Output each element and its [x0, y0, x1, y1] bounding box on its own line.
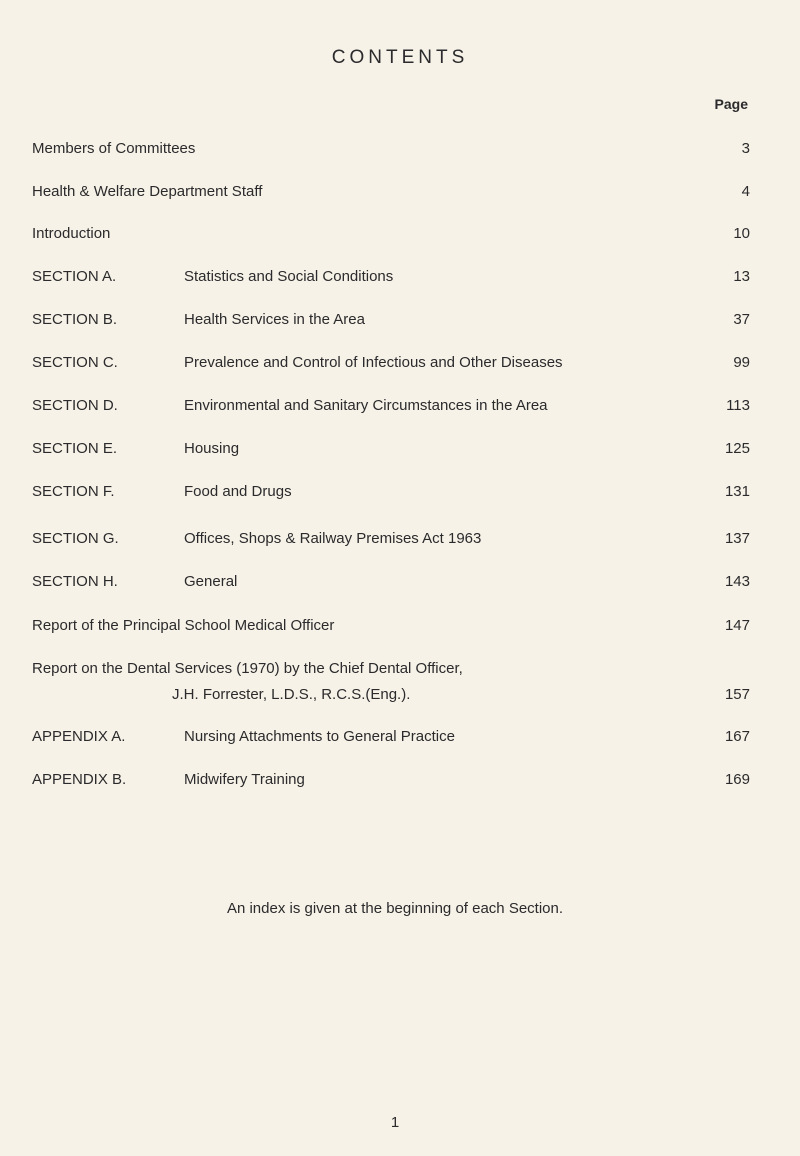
toc-entry-section-g	[32, 530, 750, 552]
toc-entry-label: SECTION G.	[32, 530, 119, 547]
toc-entry-description: Offices, Shops & Railway Premises Act 1963	[184, 530, 482, 547]
toc-entry-description: Statistics and Social Conditions	[184, 268, 394, 285]
toc-entry-label: APPENDIX A.	[32, 728, 126, 745]
toc-entry-page: 143	[724, 573, 750, 590]
toc-entry-label: Members of Committees	[32, 140, 196, 157]
toc-entry-label: SECTION F.	[32, 483, 115, 500]
toc-entry-description: Environmental and Sanitary Circumstances in the Area	[184, 397, 548, 414]
index-note: An index is given at the beginning of each Section.	[226, 900, 564, 917]
toc-entry-section-b	[32, 311, 750, 333]
toc-entry-label: SECTION B.	[32, 311, 118, 328]
toc-entry-section-f	[32, 483, 750, 505]
toc-entry-page: 113	[726, 397, 750, 414]
toc-entry-label: Introduction	[32, 225, 111, 242]
toc-entry-appendix-b	[32, 771, 750, 793]
toc-entry-description: Nursing Attachments to General Practice	[184, 728, 455, 745]
toc-entry-description: Midwifery Training	[184, 771, 305, 788]
toc-entry-description: Housing	[184, 440, 240, 457]
toc-entry-page: 37	[733, 311, 750, 328]
toc-entry-page: 169	[724, 771, 750, 788]
page-title: CONTENTS	[331, 47, 469, 68]
toc-entry-dental-report	[32, 660, 750, 708]
toc-entry-section-h	[32, 573, 750, 595]
toc-entry-description: Food and Drugs	[184, 483, 292, 500]
toc-entry-section-a	[32, 268, 750, 290]
toc-entry-description: Prevalence and Control of Infectious and Other Diseases	[184, 354, 563, 371]
toc-entry-staff	[32, 183, 750, 205]
toc-entry-label: Report on the Dental Services (1970) by the Chief Dental Officer,	[32, 660, 463, 677]
toc-entry-section-d	[32, 397, 750, 419]
toc-entry-appendix-a	[32, 728, 750, 750]
toc-entry-page: 147	[724, 617, 750, 634]
toc-entry-page: 131	[724, 483, 750, 500]
page-number: 1	[390, 1114, 400, 1131]
toc-entry-introduction	[32, 225, 750, 247]
toc-entry-page: 99	[733, 354, 750, 371]
toc-entry-members	[32, 140, 750, 162]
toc-entry-page: 10	[733, 225, 750, 242]
toc-entry-page: 4	[741, 183, 750, 200]
toc-entry-label: SECTION H.	[32, 573, 118, 590]
toc-entry-page: 3	[741, 140, 750, 157]
toc-entry-page: 137	[724, 530, 750, 547]
toc-entry-label: APPENDIX B.	[32, 771, 127, 788]
toc-entry-description: Health Services in the Area	[184, 311, 365, 328]
toc-entry-description: General	[184, 573, 238, 590]
toc-entry-section-e	[32, 440, 750, 462]
toc-entry-page: 167	[724, 728, 750, 745]
toc-entry-label-continuation: J.H. Forrester, L.D.S., R.C.S.(Eng.).	[172, 686, 411, 703]
toc-entry-label: SECTION E.	[32, 440, 118, 457]
toc-entry-section-c	[32, 354, 750, 376]
toc-entry-page: 157	[724, 686, 750, 703]
toc-entry-label: Report of the Principal School Medical Officer	[32, 617, 335, 634]
toc-entry-page: 125	[724, 440, 750, 457]
toc-entry-school-medical-report	[32, 617, 750, 639]
toc-entry-label: SECTION C.	[32, 354, 118, 371]
toc-entry-label: SECTION D.	[32, 397, 118, 414]
page-column-header: Page	[714, 96, 748, 112]
toc-entry-page: 13	[733, 268, 750, 285]
toc-entry-label: Health & Welfare Department Staff	[32, 183, 263, 200]
toc-entry-label: SECTION A.	[32, 268, 117, 285]
